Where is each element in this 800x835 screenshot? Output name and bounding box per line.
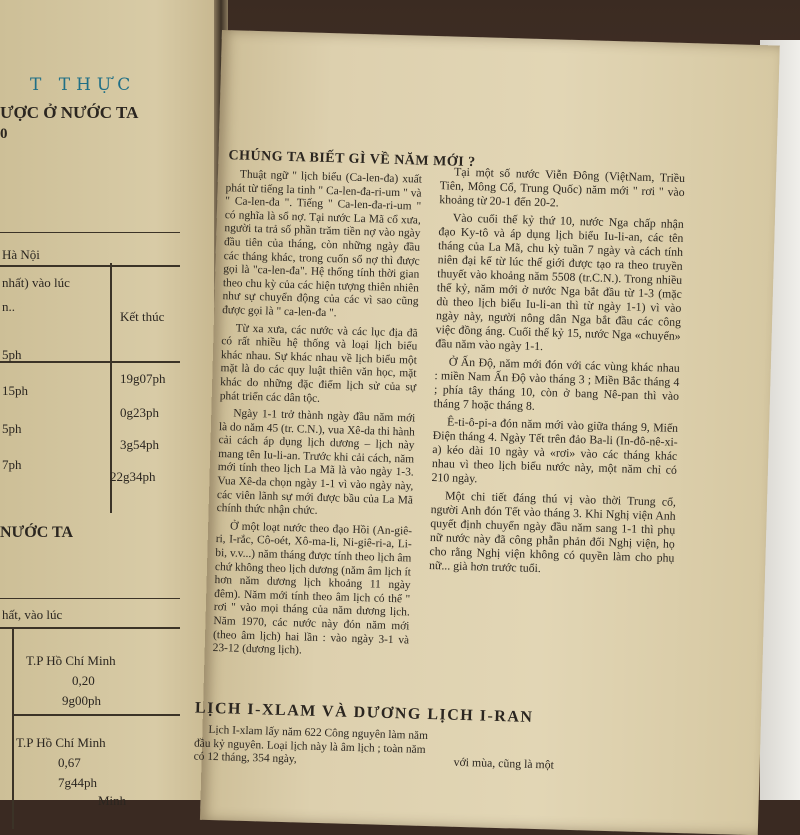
table-cell: 15ph [2, 383, 28, 398]
table-rule [12, 629, 14, 829]
table-cell: Minh [98, 793, 127, 808]
table-cell: 0,20 [72, 673, 95, 688]
paragraph: Ở Ấn Độ, năm mới đón với các vùng khác nhau : miền Nam Ấn Độ vào tháng 3 ; Miền Bắc tháng 4 ; phía tây tháng 10, còn ở bang Nê-pan thì vào tháng 7 hoặc tháng 8. [433, 354, 680, 413]
table-cell: 9g00ph [62, 693, 101, 708]
article-column-bottom-right: với mùa, cũng là một [453, 754, 555, 772]
left-page-section-title: NƯỚC TA [0, 524, 74, 541]
paragraph: Ở một loạt nước theo đạo Hồi (An-giê-ri, I-rắc, Cô-oét, Xô-ma-li, Ni-giê-ri-a, Li-bi, v.v...) năm tháng được tính theo lịch âm chứ không theo lịch dương (năm âm lịch ít hơn năm dương lịch khoảng 11 ngày đêm). Năm mới tính theo âm lịch có thể " rơi " vào mọi tháng của năm dương lịch. Năm 1970, các nước này đón năm mới (theo âm lịch) hai lần : vào ngày 3-1 và 23-12 (dương lịch). [212, 520, 413, 657]
table-rule [0, 361, 180, 363]
article-heading: CHÚNG TA BIẾT GÌ VỀ NĂM MỚI ? [228, 148, 476, 171]
table-1 [0, 232, 180, 513]
table-cell: hất, vào lúc [2, 607, 63, 622]
article-column-bottom [193, 724, 434, 771]
table-rule [12, 714, 180, 716]
article-column-2 [429, 164, 685, 583]
section-heading: LỊCH I-XLAM VÀ DƯƠNG LỊCH I-RAN [194, 699, 534, 726]
table-cell: 22g34ph [110, 469, 156, 484]
paragraph: Lịch I-xlam lấy năm 622 Công nguyên làm năm đầu kỷ nguyên. Loại lịch này là âm lịch ; toàn năm có 12 tháng, 354 ngày, [193, 723, 429, 766]
paragraph: Từ xa xưa, các nước và các lục địa đã có rất nhiều hệ thống và loại lịch biểu khác nhau. Sự khác nhau về lịch biểu một mặt là do các quy luật thiên văn học, mặt khác do những đặc điểm lịch sử của sự phát triển các dân tộc. [219, 322, 418, 405]
paragraph: Ngày 1-1 trở thành ngày đầu năm mới là do năm 45 (tr. C.N.), vua Xê-da thi hành cải cách áp dụng lịch dương – lịch này mang tên Iu-li-an. Trước khi cải cách, năm mới tính theo lịch La Mã là vào ngày 1-3. Vua Xê-da chọn ngày 1-1 vì vào ngày này, các viên lãnh sự mới được bầu của La Mã chính thức nhận chức. [216, 407, 416, 518]
table-cell: 5ph [2, 421, 22, 436]
left-page-subheading: ƯỢC Ở NƯỚC TA [0, 103, 139, 122]
table-cell: n.. [2, 299, 15, 314]
table-header-cell: Kết thúc [120, 309, 165, 324]
paragraph: Thuật ngữ " lịch biểu (Ca-len-đa) xuất phát từ tiếng la tinh " Ca-len-đa-ri-um " và " Ca-len-đa ". Tiếng " Ca-len-đa-ri-um " có nghĩa là sổ nợ. Tại nước La Mã cổ xưa, người ta trả số phần trăm tiền nợ vào ngày đầu tiên của tháng, còn những ngày đầu các tháng khác, trong cuốn sổ nợ thì được gọi là "ca-len-đa". Hệ thống tính thời gian theo chu kỳ của các hiện tượng thiên nhiên như sự chuyển động của các vì sao cũng được gọi là " ca-len-đa ". [222, 168, 423, 320]
table-2 [0, 598, 180, 808]
paragraph: Một chi tiết đáng thú vị vào thời Trung cổ, người Anh đón Tết vào tháng 3. Khi Nghị viện Anh quyết định chuyển ngày đầu năm sang 1-1 thì phụ nữ nước này đã công phẫn phản đối Nghị viện, họ cho rằng Nghị viện không có quyền làm cho phụ nữ... già hơn trước tuổi. [428, 488, 677, 576]
left-page [0, 0, 222, 808]
table-rule [0, 265, 180, 267]
left-page-header: T THỰC [30, 75, 137, 95]
table-cell: 0,67 [58, 755, 81, 770]
table-cell: 7g44ph [58, 775, 97, 790]
table-cell: nhất) vào lúc [2, 275, 70, 290]
table-cell: Hà Nội [2, 247, 40, 262]
table-header-cell: T.P Hồ Chí Minh [16, 735, 106, 750]
paragraph: Ê-ti-ô-pi-a đón năm mới vào giữa tháng 9, Miến Điện tháng 4. Ngày Tết trên đảo Ba-li (In-đô-nê-xi-a) kéo dài 10 ngày và «rơi» vào các tháng khác nhau vì theo lịch biểu nước này, một năm chỉ có 210 ngày. [431, 414, 679, 486]
article-column-1 [212, 168, 422, 665]
left-page-subheading-2: 0 [0, 126, 8, 142]
paragraph: Tại một số nước Viễn Đông (ViệtNam, Triều Tiên, Mông Cổ, Trung Quốc) năm mới " rơi " vào khoảng từ 20-1 đến 20-2. [439, 164, 686, 210]
right-page [193, 30, 780, 835]
table-header-cell: T.P Hồ Chí Minh [26, 653, 116, 668]
table-cell: 0g23ph [120, 405, 159, 420]
table-cell: 5ph [2, 347, 22, 362]
table-cell: 19g07ph [120, 371, 166, 386]
table-cell: 3g54ph [120, 437, 159, 452]
table-cell: 7ph [2, 457, 22, 472]
table-rule [0, 627, 180, 629]
paragraph: Vào cuối thế kỷ thứ 10, nước Nga chấp nhận đạo Ky-tô và áp dụng lịch biểu Iu-li-an, các tên tháng của La Mã, chu kỳ tuần 7 ngày và cách tính niên đại kể từ lúc thế giới được tạo ra theo truyền thuyết vào khoảng năm 5508 (tr.C.N.). Trong nhiều thế kỷ, năm mới ở nước Nga bắt đầu từ 1-3 (mặc dù theo lịch biểu Iu-li-an thì từ ngày 1-1) vì vào ngày này, người nông dân Nga bắt đầu các công việc đồng áng. Cuối thế kỷ 15, nước Nga «chuyển» đầu năm vào ngày 1-1. [435, 210, 684, 354]
